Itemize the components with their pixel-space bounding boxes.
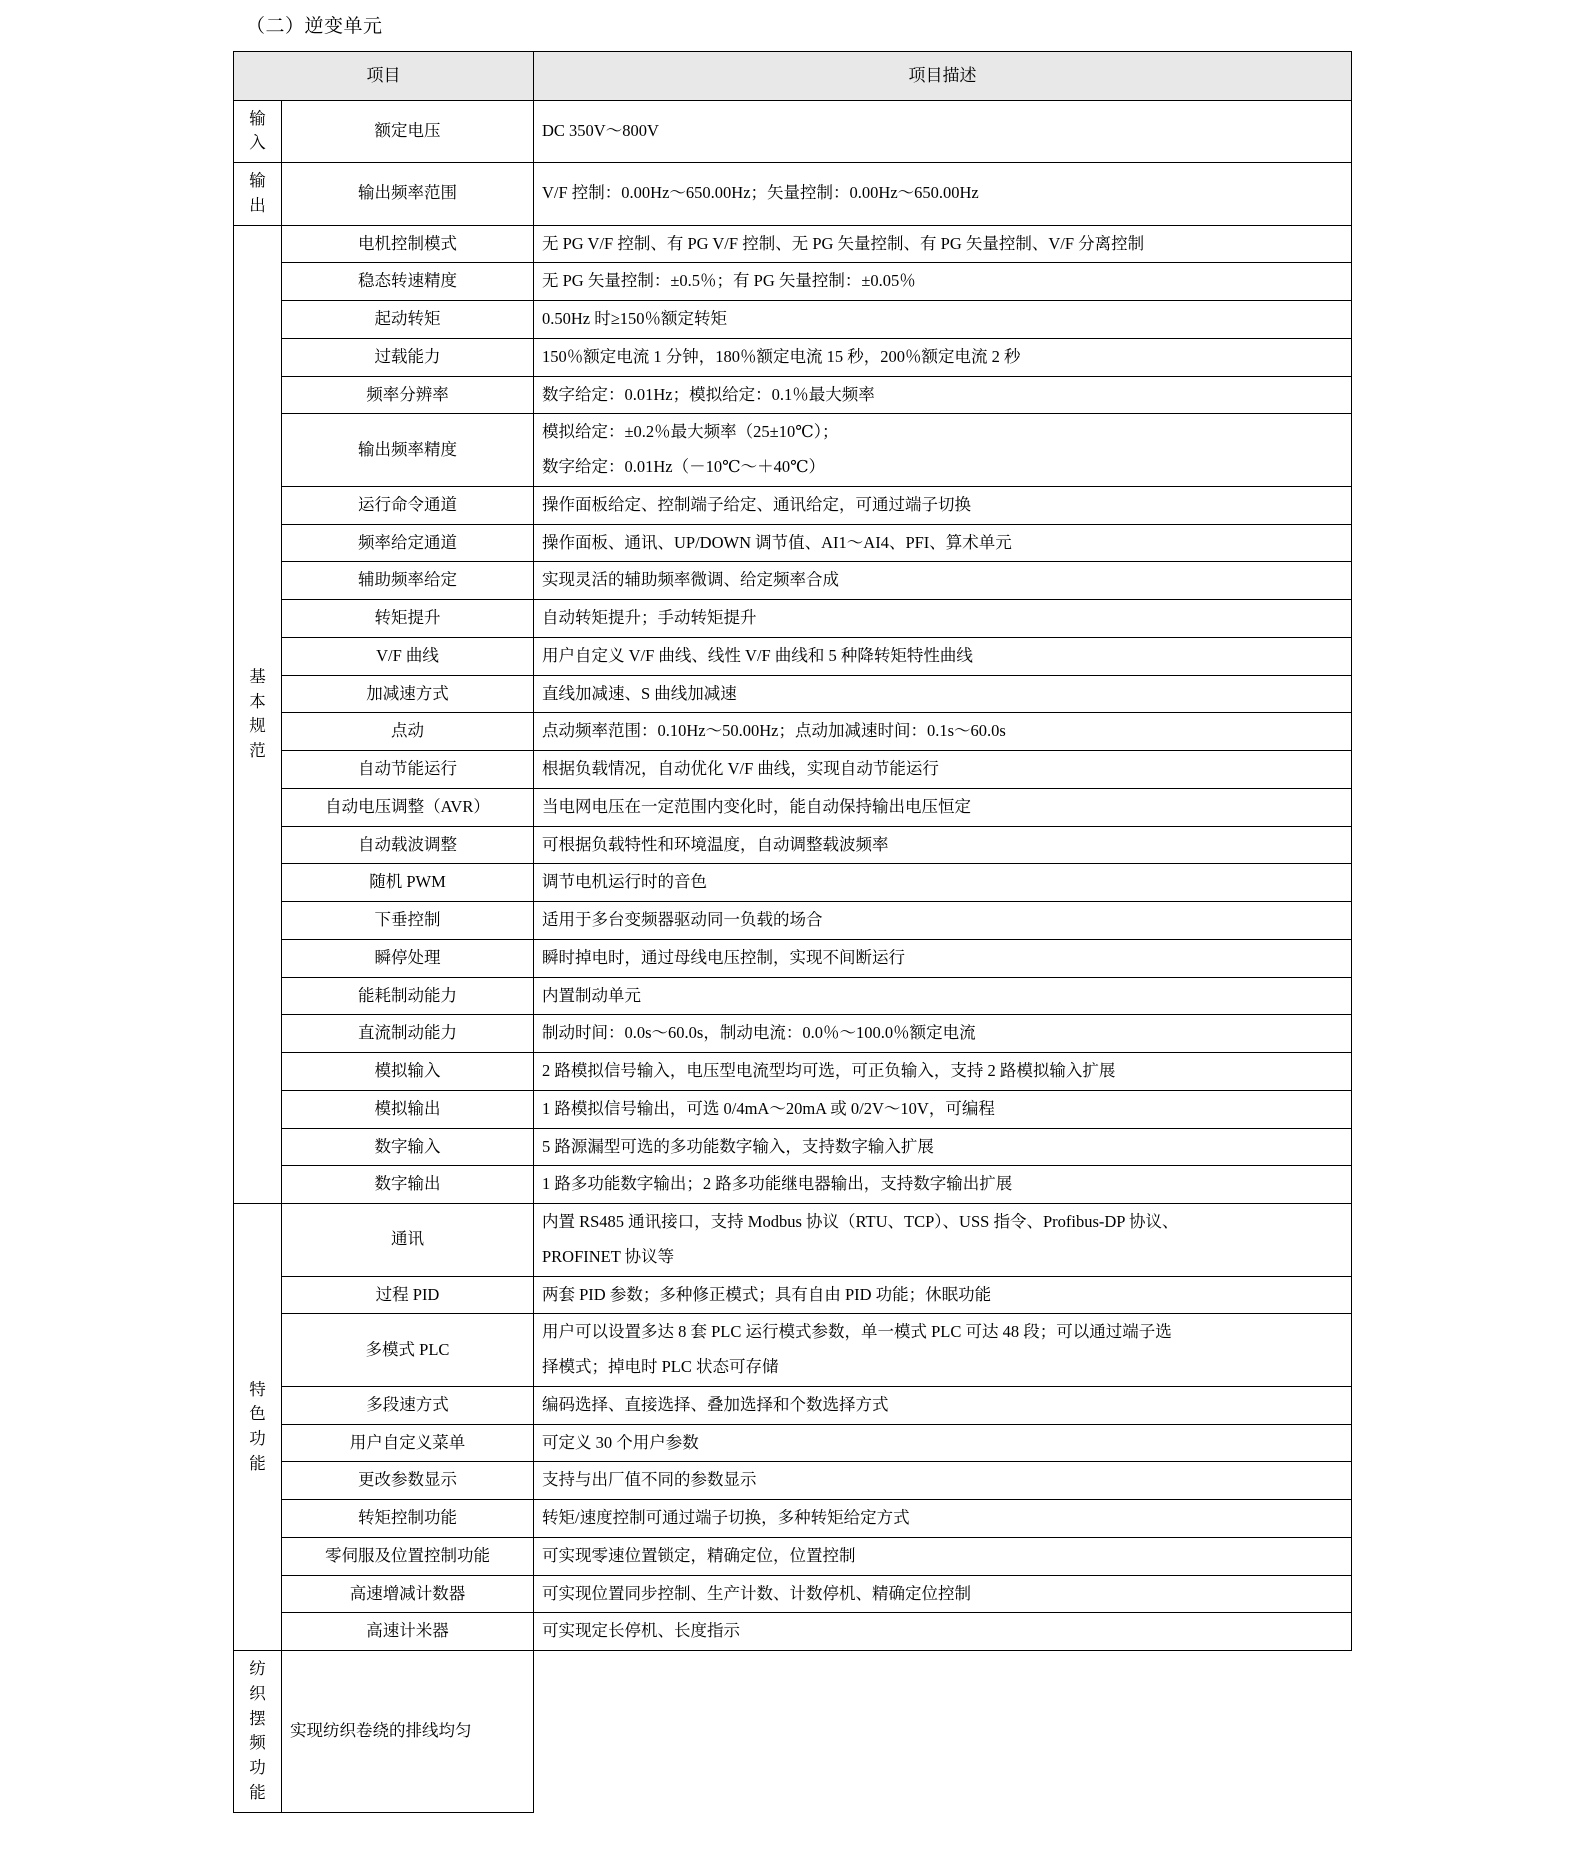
item-description-cell [534, 376, 1352, 414]
description-line: 5 路源漏型可选的多功能数字输入，支持数字输入扩展 [542, 1136, 934, 1156]
item-name-cell: 下垂控制 [282, 902, 534, 940]
description-line: 择模式；掉电时 PLC 状态可存储 [542, 1357, 779, 1377]
description-line: 内置制动单元 [542, 985, 641, 1005]
description-line: 两套 PID 参数；多种修正模式；具有自由 PID 功能；休眠功能 [542, 1284, 992, 1304]
item-description-cell [534, 826, 1352, 864]
column-header-item: 项目 [234, 51, 534, 100]
table-row [234, 1090, 1352, 1128]
item-description-cell [534, 902, 1352, 940]
description-line: 制动时间：0.0s～60.0s，制动电流：0.0％～100.0％额定电流 [542, 1023, 976, 1043]
table-row [234, 1424, 1352, 1462]
item-name-cell: 起动转矩 [282, 301, 534, 339]
item-description-cell [534, 163, 1352, 226]
description-line: 2 路模拟信号输入，电压型电流型均可选，可正负输入，支持 2 路模拟输入扩展 [542, 1061, 1116, 1081]
item-name-cell: 纺织摆频功能 [234, 1651, 282, 1813]
description-line: 数字给定：0.01Hz（－10℃～＋40℃） [542, 457, 826, 477]
item-name-cell: 高速计米器 [282, 1613, 534, 1651]
description-line: 用户可以设置多达 8 套 PLC 运行模式参数，单一模式 PLC 可达 48 段；可以通过端子选 [542, 1322, 1172, 1342]
table-row [234, 864, 1352, 902]
item-name-cell: 用户自定义菜单 [282, 1424, 534, 1462]
group-label-cell: 特色功能 [234, 1204, 282, 1651]
description-line: 支持与出厂值不同的参数显示 [542, 1470, 757, 1490]
item-description-cell [534, 751, 1352, 789]
item-description-cell [534, 1015, 1352, 1053]
table-row [234, 414, 1352, 487]
item-name-cell: 辅助频率给定 [282, 562, 534, 600]
page-title: （二）逆变单元 [246, 16, 383, 37]
description-line: 150％额定电流 1 分钟，180％额定电流 15 秒，200％额定电流 2 秒 [542, 346, 1021, 366]
table-row [234, 1276, 1352, 1314]
item-description-cell [534, 263, 1352, 301]
description-line: 可根据负载特性和环境温度，自动调整载波频率 [542, 834, 889, 854]
item-description-cell [534, 1537, 1352, 1575]
description-line: 操作面板、通讯、UP/DOWN 调节值、AI1～AI4、PFI、算术单元 [542, 532, 1012, 552]
table-row [234, 788, 1352, 826]
description-line: 实现灵活的辅助频率微调、给定频率合成 [542, 570, 839, 590]
item-description-cell [534, 524, 1352, 562]
description-line: 可定义 30 个用户参数 [542, 1432, 699, 1452]
item-name-cell: 运行命令通道 [282, 486, 534, 524]
column-header-desc: 项目描述 [534, 51, 1352, 100]
description-line: 当电网电压在一定范围内变化时，能自动保持输出电压恒定 [542, 796, 971, 816]
table-row [234, 338, 1352, 376]
table-row [234, 1613, 1352, 1651]
item-name-cell: 瞬停处理 [282, 939, 534, 977]
group-label-cell: 基本规范 [234, 225, 282, 1204]
table-row [234, 939, 1352, 977]
table-row [234, 977, 1352, 1015]
description-line: 无 PG 矢量控制：±0.5％；有 PG 矢量控制：±0.05％ [542, 271, 916, 291]
table-row [234, 1500, 1352, 1538]
item-name-cell: 加减速方式 [282, 675, 534, 713]
table-row [234, 600, 1352, 638]
table-row [234, 1053, 1352, 1091]
item-name-cell: 直流制动能力 [282, 1015, 534, 1053]
item-name-cell: 点动 [282, 713, 534, 751]
item-name-cell: 输出频率精度 [282, 414, 534, 487]
item-description-cell [534, 675, 1352, 713]
table-row [234, 562, 1352, 600]
item-name-cell: 模拟输入 [282, 1053, 534, 1091]
description-line: 可实现位置同步控制、生产计数、计数停机、精确定位控制 [542, 1583, 971, 1603]
item-name-cell: 频率分辨率 [282, 376, 534, 414]
item-description-cell [534, 1166, 1352, 1204]
group-label-cell: 输出 [234, 163, 282, 226]
table-row [234, 376, 1352, 414]
item-name-cell: 随机 PWM [282, 864, 534, 902]
item-name-cell: 稳态转速精度 [282, 263, 534, 301]
table-row [234, 163, 1352, 226]
description-line: 内置 RS485 通讯接口，支持 Modbus 协议（RTU、TCP）、USS 指令、Profibus-DP 协议、 [542, 1212, 1179, 1232]
table-body [234, 100, 1352, 1812]
item-description-cell [534, 1204, 1352, 1277]
description-line: 操作面板给定、控制端子给定、通讯给定，可通过端子切换 [542, 494, 971, 514]
item-description-cell [534, 864, 1352, 902]
table-row [234, 751, 1352, 789]
item-name-cell: 频率给定通道 [282, 524, 534, 562]
table-row [234, 713, 1352, 751]
description-line: 自动转矩提升；手动转矩提升 [542, 608, 757, 628]
item-name-cell: 过程 PID [282, 1276, 534, 1314]
table-row [234, 1015, 1352, 1053]
description-line: 实现纺织卷绕的排线均匀 [290, 1720, 472, 1740]
item-description-cell [534, 338, 1352, 376]
specification-table [233, 51, 1352, 1813]
item-description-cell [534, 1053, 1352, 1091]
item-name-cell: 高速增减计数器 [282, 1575, 534, 1613]
table-header [234, 51, 1352, 100]
item-description-cell [534, 713, 1352, 751]
table-row [234, 225, 1352, 263]
item-name-cell: 数字输入 [282, 1128, 534, 1166]
table-row [234, 637, 1352, 675]
item-name-cell: 模拟输出 [282, 1090, 534, 1128]
item-description-cell [534, 414, 1352, 487]
item-description-cell [534, 1424, 1352, 1462]
table-row [234, 1204, 1352, 1277]
item-description-cell [534, 225, 1352, 263]
table-row [234, 826, 1352, 864]
description-line: 转矩/速度控制可通过端子切换，多种转矩给定方式 [542, 1508, 910, 1528]
item-name-cell: 多段速方式 [282, 1386, 534, 1424]
table-row [234, 524, 1352, 562]
item-name-cell: 数字输出 [282, 1166, 534, 1204]
item-name-cell: 能耗制动能力 [282, 977, 534, 1015]
table-row [234, 1462, 1352, 1500]
item-description-cell [534, 562, 1352, 600]
item-description-cell [534, 1276, 1352, 1314]
item-name-cell: 零伺服及位置控制功能 [282, 1537, 534, 1575]
item-name-cell: 额定电压 [282, 100, 534, 163]
item-description-cell [534, 1575, 1352, 1613]
description-line: 根据负载情况，自动优化 V/F 曲线，实现自动节能运行 [542, 759, 939, 779]
description-line: 直线加减速、S 曲线加减速 [542, 683, 737, 703]
description-line: 用户自定义 V/F 曲线、线性 V/F 曲线和 5 种降转矩特性曲线 [542, 645, 973, 665]
item-description-cell [534, 1128, 1352, 1166]
item-description-cell [534, 788, 1352, 826]
item-name-cell: 自动电压调整（AVR） [282, 788, 534, 826]
table-row [234, 1128, 1352, 1166]
table-row [234, 1537, 1352, 1575]
item-description-cell [534, 1314, 1352, 1387]
description-line: 1 路模拟信号输出，可选 0/4mA～20mA 或 0/2V～10V，可编程 [542, 1098, 995, 1118]
item-name-cell: 转矩提升 [282, 600, 534, 638]
table-row [234, 675, 1352, 713]
item-name-cell: 更改参数显示 [282, 1462, 534, 1500]
item-description-cell [534, 301, 1352, 339]
description-line: 点动频率范围：0.10Hz～50.00Hz；点动加减速时间：0.1s～60.0s [542, 721, 1006, 741]
item-name-cell: 输出频率范围 [282, 163, 534, 226]
item-name-cell: 自动节能运行 [282, 751, 534, 789]
table-row [234, 301, 1352, 339]
description-line: 可实现定长停机、长度指示 [542, 1621, 740, 1641]
group-label-cell: 输入 [234, 100, 282, 163]
table-row [234, 1575, 1352, 1613]
table-row [234, 486, 1352, 524]
item-name-cell: 自动载波调整 [282, 826, 534, 864]
description-line: 数字给定：0.01Hz；模拟给定：0.1％最大频率 [542, 384, 875, 404]
table-row [234, 263, 1352, 301]
item-name-cell: 多模式 PLC [282, 1314, 534, 1387]
item-description-cell [534, 1090, 1352, 1128]
item-name-cell: 通讯 [282, 1204, 534, 1277]
description-line: V/F 控制：0.00Hz～650.00Hz；矢量控制：0.00Hz～650.00Hz [542, 183, 979, 203]
description-line: PROFINET 协议等 [542, 1246, 675, 1266]
table-row [234, 1651, 1352, 1813]
item-description-cell [534, 1386, 1352, 1424]
item-description-cell [534, 600, 1352, 638]
table-row [234, 1386, 1352, 1424]
item-description-cell [534, 486, 1352, 524]
table-row [234, 100, 1352, 163]
description-line: 编码选择、直接选择、叠加选择和个数选择方式 [542, 1394, 889, 1414]
description-line: 1 路多功能数字输出；2 路多功能继电器输出，支持数字输出扩展 [542, 1174, 1013, 1194]
item-name-cell: 过载能力 [282, 338, 534, 376]
item-description-cell [534, 100, 1352, 163]
description-line: 模拟给定：±0.2％最大频率（25±10℃）； [542, 422, 839, 442]
table-row [234, 1166, 1352, 1204]
item-name-cell: V/F 曲线 [282, 637, 534, 675]
description-line: 无 PG V/F 控制、有 PG V/F 控制、无 PG 矢量控制、有 PG 矢量控制、V/F 分离控制 [542, 233, 1145, 253]
description-line: 瞬时掉电时，通过母线电压控制，实现不间断运行 [542, 947, 905, 967]
item-name-cell: 电机控制模式 [282, 225, 534, 263]
item-name-cell: 转矩控制功能 [282, 1500, 534, 1538]
table-row [234, 1314, 1352, 1387]
item-description-cell [282, 1651, 534, 1813]
item-description-cell [534, 637, 1352, 675]
description-line: 适用于多台变频器驱动同一负载的场合 [542, 910, 823, 930]
description-line: 可实现零速位置锁定，精确定位，位置控制 [542, 1545, 856, 1565]
description-line: DC 350V～800V [542, 120, 659, 140]
item-description-cell [534, 939, 1352, 977]
description-line: 调节电机运行时的音色 [542, 872, 707, 892]
item-description-cell [534, 977, 1352, 1015]
item-description-cell [534, 1500, 1352, 1538]
item-description-cell [534, 1462, 1352, 1500]
description-line: 0.50Hz 时≥150％额定转矩 [542, 309, 728, 329]
table-row [234, 902, 1352, 940]
item-description-cell [534, 1613, 1352, 1651]
